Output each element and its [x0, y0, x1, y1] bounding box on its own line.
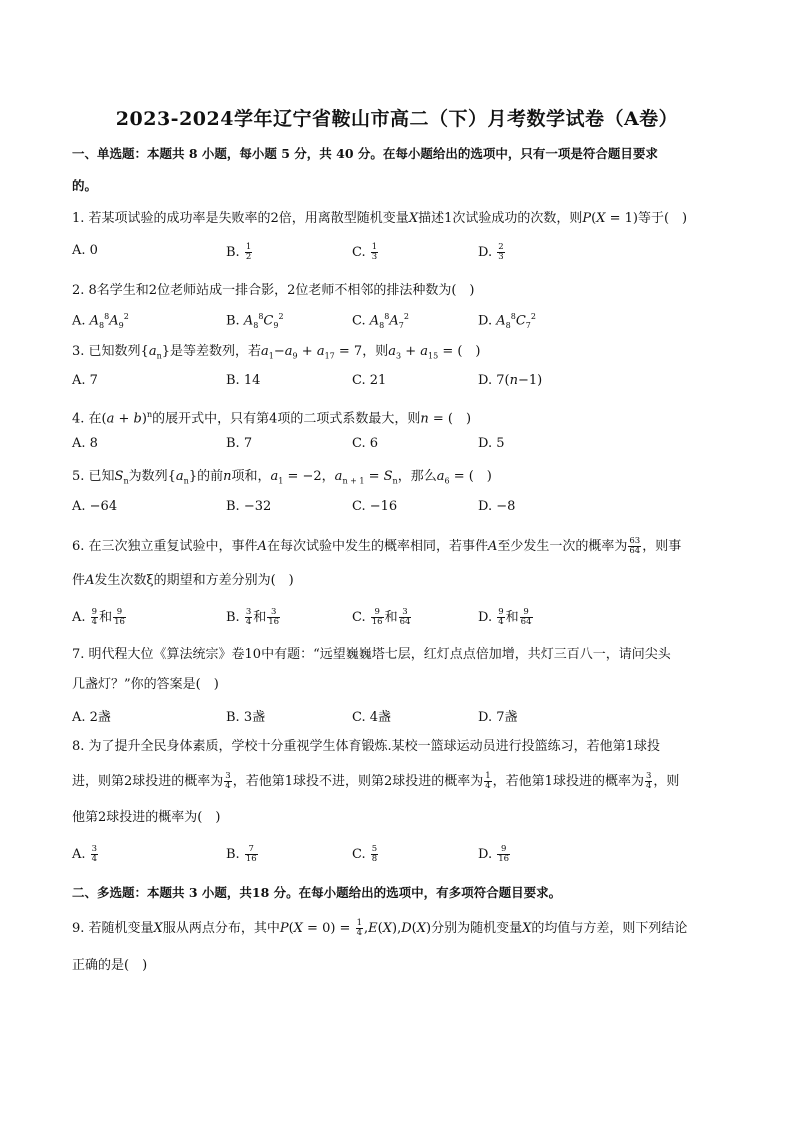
question-7-cont: 几盏灯？”你的答案是( ) — [72, 677, 219, 692]
q3-option-a[interactable]: A. 7 — [72, 373, 98, 388]
question-2-options — [72, 312, 727, 332]
q6-option-a[interactable]: A. $\frac{9}{4}$ 和 $\frac{9}{16}$ — [72, 607, 125, 627]
q7-option-b[interactable]: B. 3盏 — [226, 710, 266, 725]
q6-option-b[interactable]: B. $\frac{3}{4}$ 和 $\frac{3}{16}$ — [226, 607, 280, 627]
q3-option-b[interactable]: B. 14 — [226, 373, 261, 388]
q8-option-b[interactable]: B. $\frac{7}{16}$ — [226, 844, 257, 864]
question-8-options — [72, 845, 727, 865]
question-5-options — [72, 499, 727, 519]
question-8-cont-2: 他第2球投进的概率为( ) — [72, 810, 221, 825]
section-1-header: 一、单选题：本题共 8 小题，每小题 5 分，共 40 分。在每小题给出的选项中，只有一项是符合题目要求 — [72, 146, 658, 161]
q5-option-c[interactable]: C. −16 — [352, 499, 398, 514]
q6-option-d[interactable]: D. $\frac{9}{4}$ 和 $\frac{9}{64}$ — [478, 607, 532, 627]
question-6-cont: 件A发生次数ξ的期望和方差分别为( ) — [72, 573, 294, 588]
q3-option-d[interactable]: D. 7(n−1) — [478, 373, 543, 388]
q2-option-c[interactable]: C. $A_8^8A_7^2$ — [352, 312, 409, 330]
question-6: 6. 在三次独立重复试验中，事件A在每次试验中发生的概率相同，若事件A至少发生一次的概率为 $\frac{63}{64}$ ，则事 — [72, 536, 682, 556]
q7-option-d[interactable]: D. 7盏 — [478, 710, 518, 725]
question-3-options — [72, 373, 727, 393]
q8-option-d[interactable]: D. $\frac{9}{16}$ — [478, 844, 510, 864]
q4-option-a[interactable]: A. 8 — [72, 436, 98, 451]
q3-option-c[interactable]: C. 21 — [352, 373, 387, 388]
question-4-options — [72, 436, 727, 456]
q5-option-a[interactable]: A. −64 — [72, 499, 118, 514]
question-5: 5. 已知$S_n$为数列$\{a_n\}$的前n项和，$a_1 = -2$，$a_{n + 1} = S_n$，那么$a_6$ = ( ) — [72, 469, 492, 486]
question-7: 7. 明代程大位《算法统宗》卷10中有题：“远望巍巍塔七层，红灯点点倍加增，共灯三百八一，请问尖头 — [72, 647, 671, 662]
q1-option-c[interactable]: C. $\frac{1}{3}$ — [352, 242, 378, 262]
q5-option-d[interactable]: D. −8 — [478, 499, 516, 514]
q4-option-d[interactable]: D. 5 — [478, 436, 505, 451]
q6-option-c[interactable]: C. $\frac{9}{16}$ 和 $\frac{3}{64}$ — [352, 607, 411, 627]
question-1-options — [72, 243, 727, 263]
q5-option-b[interactable]: B. −32 — [226, 499, 272, 514]
question-3: 3. 已知数列$\{a_n\}$是等差数列，若$a_1-a_9 + a_{17} = 7$，则$a_3 + a_{15}$ = ( ) — [72, 344, 481, 361]
q2-option-b[interactable]: B. $A_8^8C_9^2$ — [226, 312, 284, 330]
question-9: 9. 若随机变量X服从两点分布，其中P(X = 0) = $\frac{1}{4}$ ,E(X),D(X)分别为随机变量X的均值与方差，则下列结论 — [72, 918, 688, 938]
question-6-options — [72, 606, 727, 626]
q8-option-a[interactable]: A. $\frac{3}{4}$ — [72, 844, 98, 864]
q4-option-b[interactable]: B. 7 — [226, 436, 253, 451]
q7-option-a[interactable]: A. 2盏 — [72, 710, 111, 725]
q2-option-d[interactable]: D. $A_8^8C_7^2$ — [478, 312, 536, 330]
q7-option-c[interactable]: C. 4盏 — [352, 710, 392, 725]
page-title: 2023-2024学年辽宁省鞍山市高二（下）月考数学试卷（A卷） — [115, 108, 679, 130]
q1-option-d[interactable]: D. $\frac{2}{3}$ — [478, 242, 504, 262]
question-4: 4. 在$(a + b)^n$的展开式中，只有第4项的二项式系数最大，则n = ( ) — [72, 410, 472, 427]
q2-option-a[interactable]: A. $A_8^8A_9^2$ — [72, 312, 129, 330]
section-2-header: 二、多选题：本题共 3 小题，共18 分。在每小题给出的选项中，有多项符合题目要求。 — [72, 885, 562, 900]
question-7-options — [72, 706, 727, 726]
section-1-header-cont: 的。 — [72, 178, 98, 193]
q4-option-c[interactable]: C. 6 — [352, 436, 379, 451]
question-8: 8. 为了提升全民身体素质，学校十分重视学生体育锻炼.某校一篮球运动员进行投篮练习，若他第1球投 — [72, 739, 660, 754]
q8-option-c[interactable]: C. $\frac{5}{8}$ — [352, 844, 378, 864]
question-1: 1. 若某项试验的成功率是失败率的2倍，用离散型随机变量X描述1次试验成功的次数，则P(X = 1)等于( ) — [72, 211, 688, 226]
q1-option-a[interactable]: A. 0 — [72, 243, 98, 258]
question-9-cont: 正确的是( ) — [72, 958, 148, 973]
q1-option-b[interactable]: B. $\frac{1}{2}$ — [226, 242, 252, 262]
question-8-cont-1: 进，则第2球投进的概率为 $\frac{3}{4}$ ，若他第1球投不进，则第2球投进的概率为 $\frac{1}{4}$ ，若他第1球投进的概率为 $\frac{3}{4}$ ，则 — [72, 771, 680, 791]
question-2: 2. 8名学生和2位老师站成一排合影，2位老师不相邻的排法种数为( ) — [72, 283, 475, 298]
